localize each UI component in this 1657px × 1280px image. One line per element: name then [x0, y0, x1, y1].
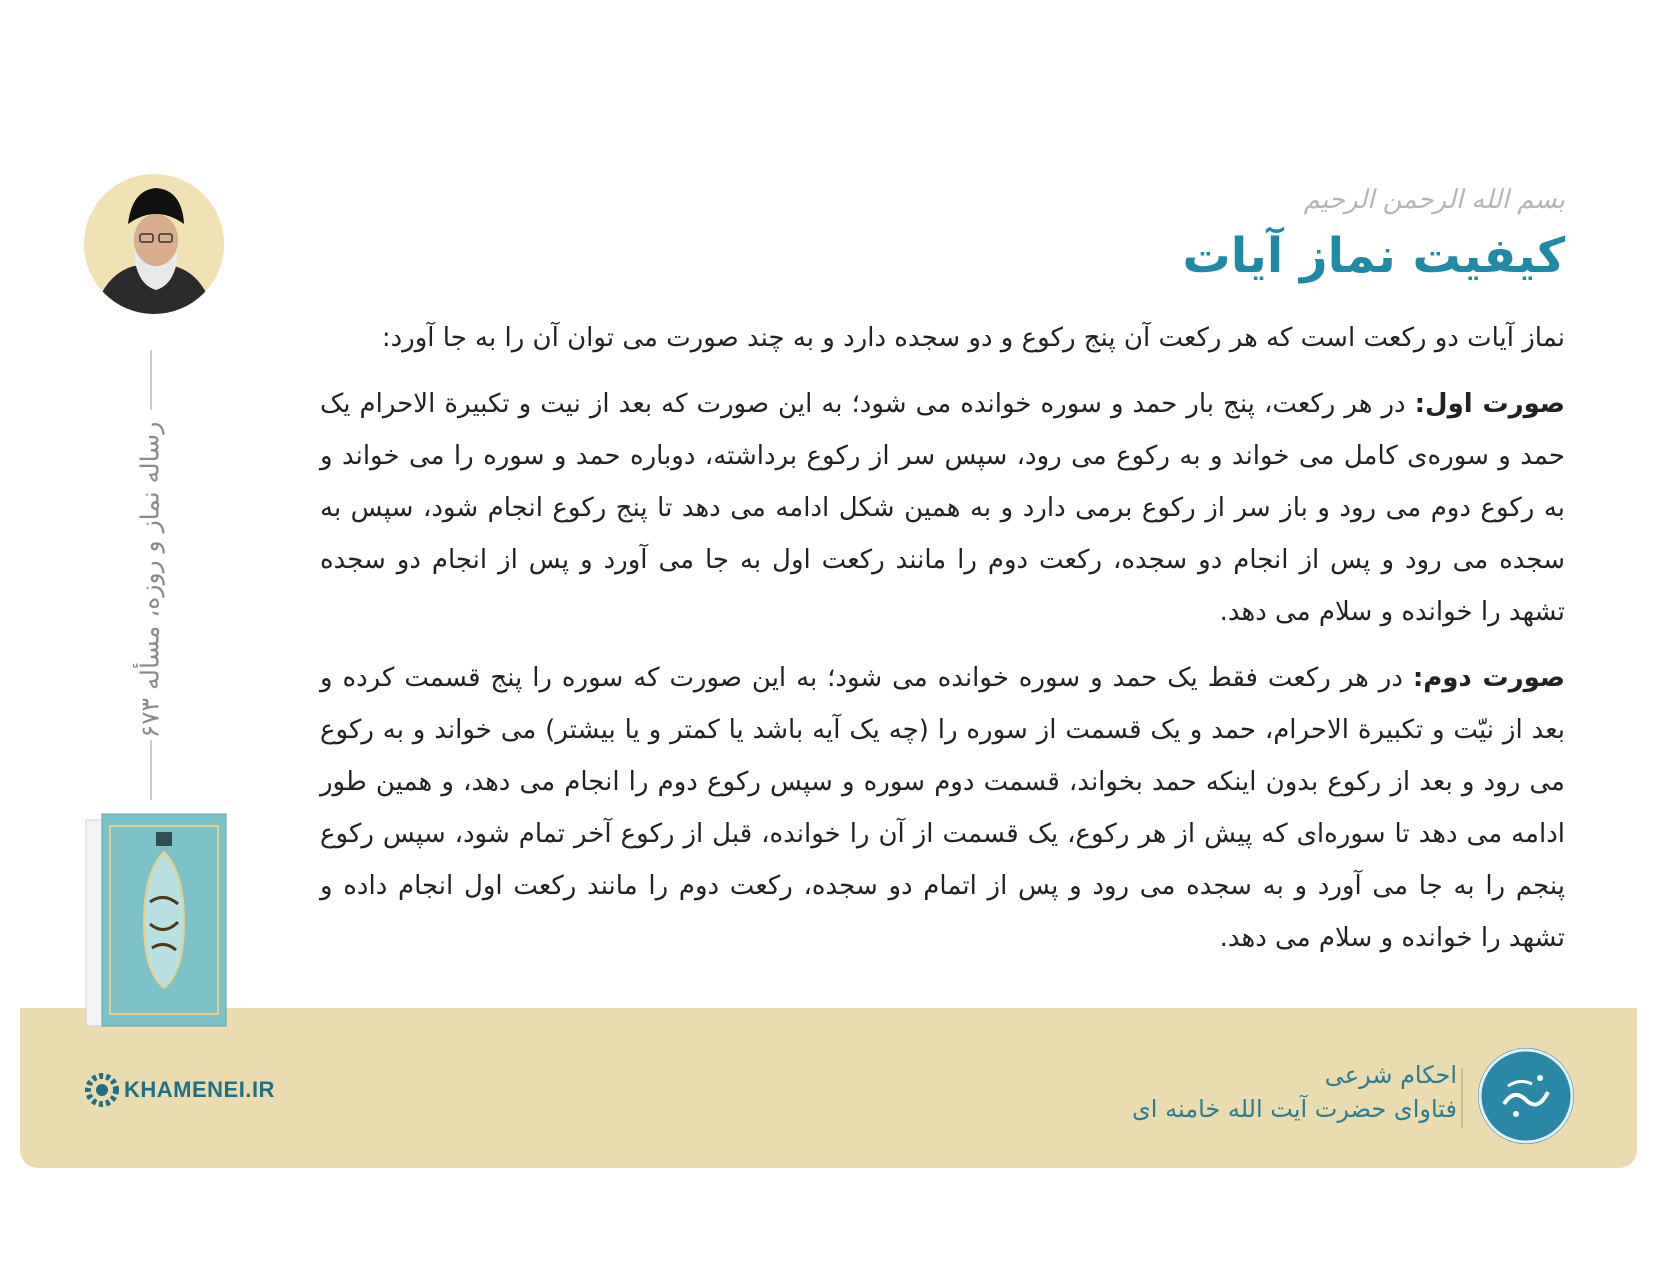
first-method-paragraph	[320, 378, 1565, 638]
portrait-icon	[84, 174, 224, 314]
source-divider-top	[150, 350, 152, 410]
seal-logo	[1478, 1048, 1574, 1144]
intro-paragraph: نماز آیات دو رکعت است که هر رکعت آن پنج رکوع و دو سجده دارد و به چند صورت می توان آن را به جا آورد:	[381, 323, 1565, 353]
book-icon	[80, 812, 230, 1030]
footer-line-2: فتاوای حضرت آیت الله خامنه ای	[1132, 1095, 1457, 1123]
page-title: کیفیت نماز آیات	[1182, 228, 1565, 284]
book-image	[80, 812, 230, 1030]
seal-icon	[1478, 1048, 1574, 1144]
first-method-text: در هر رکعت، پنج بار حمد و سوره خوانده می شود؛ به این صورت که بعد از نیت و تکبیرة الاحرام یک حمد و سوره‌ی کامل می خواند و به رکوع می رود، سپس سر از رکوع برداشته، دوباره حمد و سوره را می خواند و به رکوع دوم می رود و باز سر از رکوع برمی دارد و به همین شکل ادامه می دهد تا پنج رکوع انجام شود، سپس به سجده می رود و پس از انجام دو سجده، رکعت دوم را مانند رکعت اول به جا می آورد و پس از انجام دو سجده تشهد را خوانده و سلام می دهد.	[320, 389, 1565, 627]
footer-divider	[1461, 1068, 1463, 1128]
portrait-avatar	[84, 174, 224, 314]
footer-caption	[1132, 1058, 1457, 1126]
khamenei-brand-text: KHAMENEI.IR	[124, 1077, 275, 1102]
second-method-paragraph	[320, 652, 1565, 964]
gear-emblem-icon	[84, 1072, 120, 1108]
source-reference: رساله نماز و روزه، مسأله ۶۷۳	[135, 421, 165, 739]
main-content	[320, 180, 1565, 978]
second-method-label: صورت دوم:	[1412, 663, 1565, 693]
footer-line-1: احکام شرعی	[1324, 1061, 1457, 1089]
khamenei-logo	[84, 1072, 275, 1108]
second-method-text: در هر رکعت فقط یک حمد و سوره خوانده می شود؛ به این صورت که سوره را پنج قسمت کرده و بعد از نیّت و تکبیرة الاحرام، حمد و یک قسمت از سوره را (چه یک آیه باشد یا کمتر و یا بیشتر) می خواند و به رکوع می رود و بعد از رکوع بدون اینکه حمد بخواند، قسمت دوم سوره و سپس رکوع دوم را انجام می دهد، و همین طور ادامه می دهد تا سوره‌ای که پیش از هر رکوع، یک قسمت از آن را خوانده، قبل از رکوع آخر تمام شود، سپس رکوع پنجم را به جا می آورد و به سجده می رود و پس از اتمام دو سجده، رکعت دوم را مانند رکعت اول انجام داده و تشهد را خوانده و سلام می دهد.	[320, 663, 1565, 953]
source-divider-bottom	[150, 740, 152, 800]
first-method-label: صورت اول:	[1414, 389, 1565, 419]
basmala: بسم الله الرحمن الرحیم	[1303, 185, 1565, 215]
